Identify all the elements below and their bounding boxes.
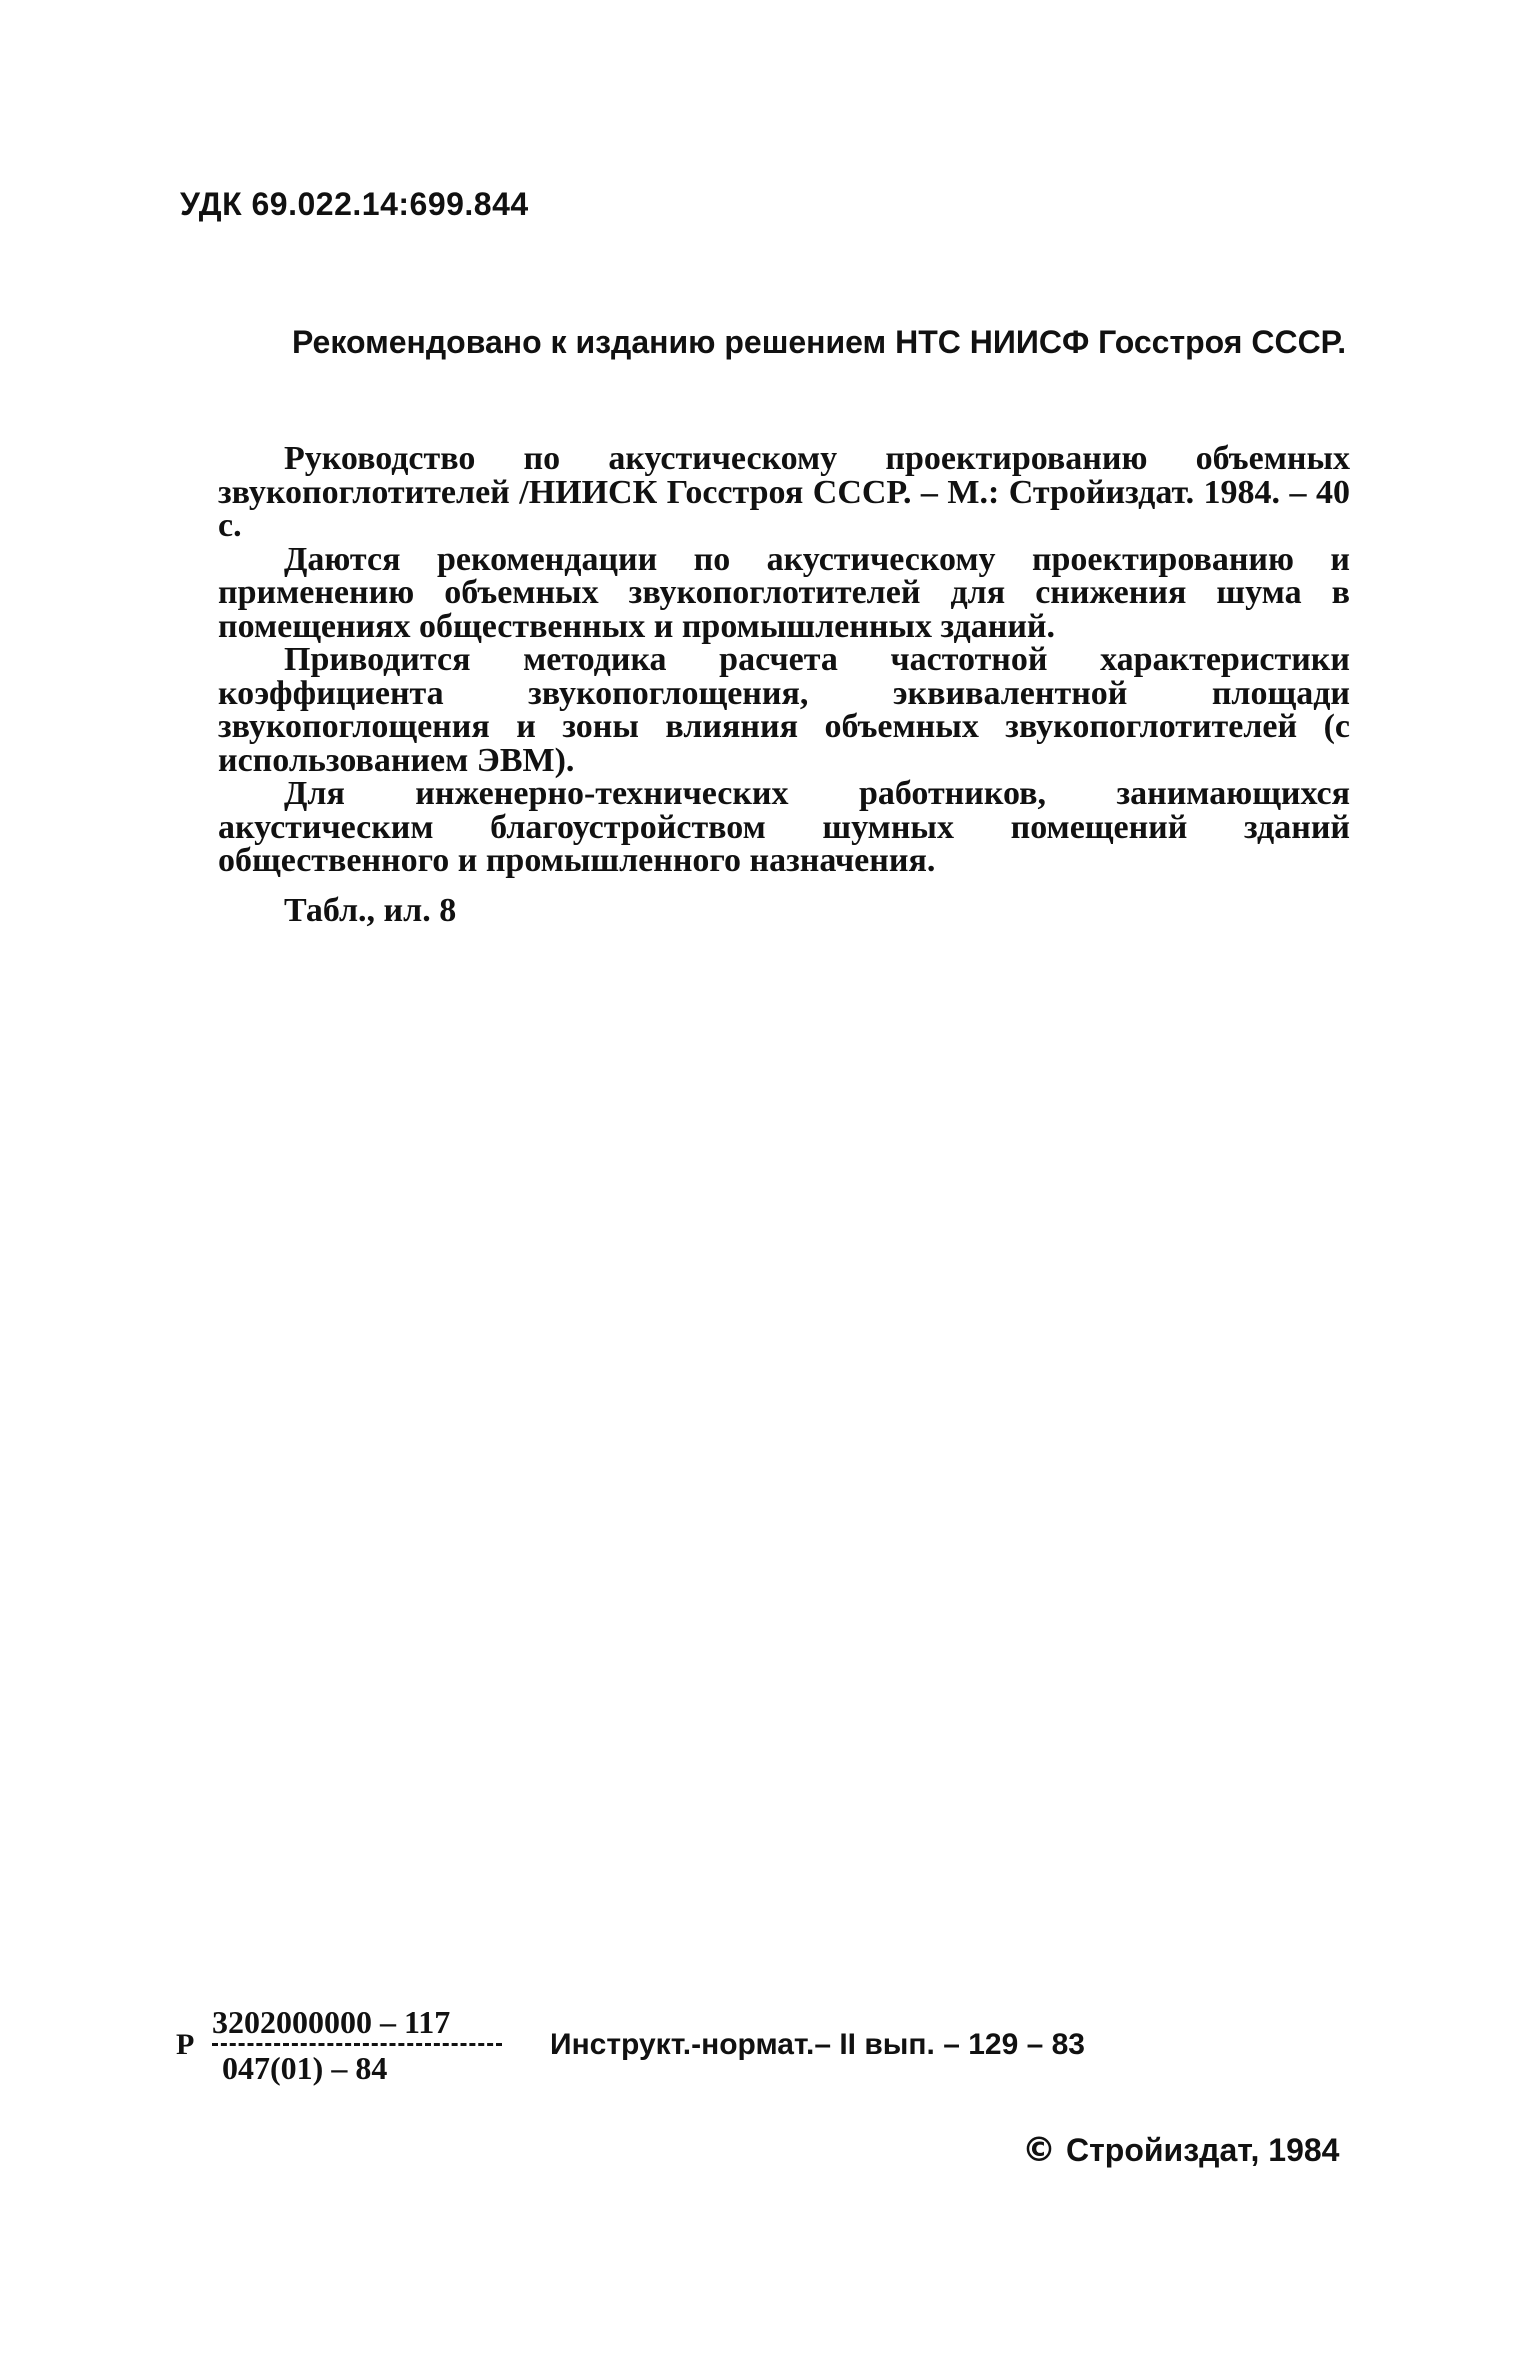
- copyright-icon: ©: [1022, 2130, 1056, 2170]
- abstract-block: [218, 442, 1350, 927]
- tables-illustrations-count: Табл., ил. 8: [284, 891, 457, 929]
- imprint-numerator: 3202000000 – 117: [212, 2004, 502, 2046]
- udc-code: УДК 69.022.14:699.844: [180, 186, 529, 222]
- copyright-text: Стройиздат, 1984: [1066, 2132, 1340, 2168]
- bibliographic-reference: Руководство по акустическому проектированию объемных звукопоглотителей /НИИСК Госстроя СССР. – М.: Стройиздат. 1984. – 40 с.: [218, 440, 1350, 544]
- imprint-code: Инструкт.-нормат.– II вып. – 129 – 83: [550, 2028, 1085, 2061]
- publication-recommendation: Рекомендовано к изданию решением НТС НИИСФ Госстроя СССР.: [292, 324, 1347, 360]
- imprint-denominator: 047(01) – 84: [222, 2050, 388, 2086]
- abstract-paragraph: Приводится методика расчета частотной характеристики коэффициента звукопоглощения, эквивалентной площади звукопоглощения и зоны влияния объемных звукопоглотителей (с использованием ЭВМ).: [218, 641, 1350, 779]
- imprint-line: [176, 2004, 1376, 2094]
- copyright-notice: [1022, 2130, 1339, 2170]
- abstract-paragraph: Даются рекомендации по акустическому проектированию и применению объемных звукопоглотителей для снижения шума в помещениях общественных и промышленных зданий.: [218, 540, 1350, 645]
- abstract-paragraph: Для инженерно-технических работников, занимающихся акустическим благоустройством шумных помещений зданий общественного и промышленного назначения.: [218, 775, 1350, 879]
- imprint-letter: Р: [176, 2028, 195, 2061]
